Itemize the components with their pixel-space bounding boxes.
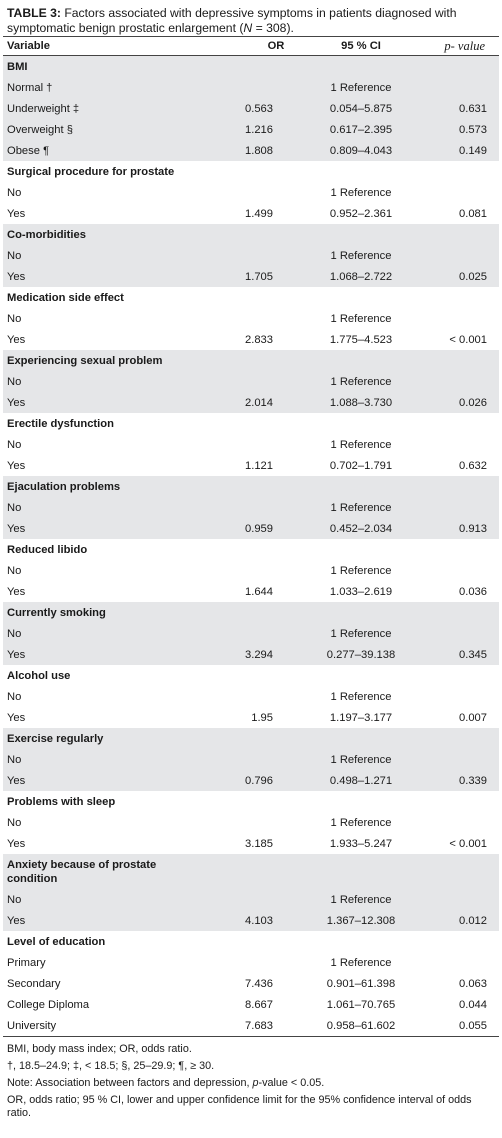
cell-or: 1.705 <box>193 266 303 287</box>
table-row <box>3 952 499 973</box>
cell-or: 1.808 <box>193 140 303 161</box>
cell-pvalue <box>419 812 499 833</box>
cell-variable: Underweight ‡ <box>3 98 193 119</box>
table-row <box>3 707 499 728</box>
cell-pvalue <box>419 749 499 770</box>
cell-variable: No <box>7 438 22 451</box>
cell-ci: 1 Reference <box>303 749 419 770</box>
table-row <box>3 623 499 644</box>
cell-variable: College Diploma <box>7 998 90 1011</box>
caption-n-val: = 308). <box>252 20 294 35</box>
cell-pvalue <box>419 497 499 518</box>
group-title: Erectile dysfunction <box>7 417 114 430</box>
cell-or: 3.185 <box>245 837 273 850</box>
cell-variable: Yes <box>7 837 26 850</box>
group-title: Experiencing sexual problem <box>3 350 499 371</box>
cell-or <box>193 371 303 392</box>
cell-pvalue: 0.632 <box>459 459 487 472</box>
group-header-row <box>3 931 499 952</box>
group-header-row <box>3 791 499 812</box>
table-row <box>3 770 499 791</box>
note-significance-pre: Note: Association between factors and depression, <box>7 1077 253 1089</box>
cell-ci: 1 Reference <box>330 564 392 577</box>
cell-pvalue: 0.025 <box>419 266 499 287</box>
table-row <box>3 973 499 994</box>
cell-pvalue <box>419 308 499 329</box>
caption-label: TABLE 3: <box>7 6 61 20</box>
table-row <box>3 833 499 854</box>
table-row <box>3 686 499 707</box>
cell-ci: 0.054–5.875 <box>303 98 419 119</box>
table-row <box>3 203 499 224</box>
note-bmi-symbols: †, 18.5–24.9; ‡, < 18.5; §, 25–29.9; ¶, ≥ 30. <box>7 1060 215 1072</box>
cell-or <box>193 686 303 707</box>
cell-pvalue: 0.345 <box>419 644 499 665</box>
table-row <box>3 308 499 329</box>
cell-pvalue: 0.044 <box>459 998 487 1011</box>
cell-or: 1.644 <box>245 585 273 598</box>
cell-variable: No <box>7 816 22 829</box>
note-significance-post: -value < 0.05. <box>258 1077 325 1089</box>
table-row <box>3 910 499 931</box>
cell-ci: 1 Reference <box>330 186 392 199</box>
cell-or <box>193 434 303 455</box>
cell-or: 1.499 <box>245 207 273 220</box>
cell-ci: 1 Reference <box>303 497 419 518</box>
cell-ci: 0.809–4.043 <box>303 140 419 161</box>
cell-pvalue: 0.081 <box>459 207 487 220</box>
cell-variable: Yes <box>3 392 193 413</box>
cell-pvalue: 0.007 <box>459 711 487 724</box>
group-title: Problems with sleep <box>7 795 116 808</box>
cell-or <box>193 749 303 770</box>
cell-variable: Overweight § <box>3 119 193 140</box>
table-row <box>3 245 499 266</box>
group-header-row <box>3 602 499 623</box>
cell-ci: 0.958–61.602 <box>303 1015 419 1037</box>
cell-ci: 1.933–5.247 <box>329 837 393 850</box>
header-row <box>3 37 499 56</box>
cell-variable: No <box>3 497 193 518</box>
cell-variable: No <box>3 623 193 644</box>
cell-or <box>193 889 303 910</box>
group-title: Medication side effect <box>7 291 124 304</box>
cell-ci: 1 Reference <box>330 438 392 451</box>
table-row <box>3 182 499 203</box>
cell-pvalue <box>419 434 499 455</box>
table-row <box>3 392 499 413</box>
caption-text: Factors associated with depressive symptoms in patients diagnosed with symptomatic benign prostatic enlargement ( <box>7 6 457 35</box>
cell-or <box>193 497 303 518</box>
cell-variable: No <box>3 371 193 392</box>
cell-variable: No <box>7 564 22 577</box>
cell-pvalue: 0.012 <box>419 910 499 931</box>
cell-ci: 1 Reference <box>330 312 392 325</box>
cell-pvalue <box>419 623 499 644</box>
table-row <box>3 1015 499 1037</box>
note-ci: OR, odds ratio; 95 % CI, lower and upper confidence limit for the 95% confidence interval of odds ratio. <box>7 1094 472 1119</box>
group-title: Ejaculation problems <box>3 476 499 497</box>
table-row <box>3 77 499 98</box>
cell-variable: Yes <box>3 770 193 791</box>
group-header-row <box>3 476 499 497</box>
cell-variable: Secondary <box>7 977 61 990</box>
cell-or: 0.563 <box>193 98 303 119</box>
note-significance <box>7 1077 495 1090</box>
cell-variable: Yes <box>3 518 193 539</box>
table-body <box>3 56 499 1037</box>
cell-pvalue: 0.055 <box>419 1015 499 1037</box>
table-row <box>3 98 499 119</box>
cell-pvalue: 0.631 <box>419 98 499 119</box>
cell-pvalue <box>419 371 499 392</box>
group-header-row <box>3 539 499 560</box>
cell-variable: Yes <box>7 333 26 346</box>
cell-pvalue: 0.149 <box>419 140 499 161</box>
cell-variable: Yes <box>3 644 193 665</box>
cell-ci: 1.068–2.722 <box>303 266 419 287</box>
cell-variable: No <box>3 889 193 910</box>
cell-variable: University <box>3 1015 193 1037</box>
table-row <box>3 266 499 287</box>
table-row <box>3 994 499 1015</box>
cell-variable: No <box>7 690 22 703</box>
cell-pvalue <box>419 560 499 581</box>
cell-pvalue: 0.339 <box>419 770 499 791</box>
cell-pvalue <box>419 686 499 707</box>
group-title: Surgical procedure for prostate <box>7 165 175 178</box>
cell-ci: 1 Reference <box>330 690 392 703</box>
cell-or: 0.959 <box>193 518 303 539</box>
cell-ci: 1 Reference <box>330 816 392 829</box>
table-row <box>3 644 499 665</box>
cell-pvalue: 0.026 <box>419 392 499 413</box>
group-title: BMI <box>3 56 499 78</box>
group-header-row <box>3 287 499 308</box>
table-caption <box>3 0 499 36</box>
note-significance-p: p <box>252 1077 259 1089</box>
cell-variable: Obese ¶ <box>3 140 193 161</box>
results-table <box>3 37 499 1037</box>
cell-ci: 0.702–1.791 <box>329 459 393 472</box>
table-row <box>3 518 499 539</box>
table-row <box>3 560 499 581</box>
col-header-or: OR <box>193 37 303 56</box>
cell-ci: 0.901–61.398 <box>326 977 396 990</box>
group-title: Co-morbidities <box>3 224 499 245</box>
cell-ci: 0.498–1.271 <box>303 770 419 791</box>
group-header-row <box>3 224 499 245</box>
table-row <box>3 140 499 161</box>
group-header-row <box>3 161 499 182</box>
table-figure <box>3 0 499 1120</box>
cell-or <box>193 77 303 98</box>
cell-or: 8.667 <box>245 998 273 1011</box>
cell-or: 3.294 <box>193 644 303 665</box>
table-row <box>3 497 499 518</box>
cell-ci: 0.277–39.138 <box>303 644 419 665</box>
cell-pvalue <box>419 182 499 203</box>
table-row <box>3 749 499 770</box>
cell-variable: Yes <box>7 585 26 598</box>
cell-pvalue <box>419 889 499 910</box>
table-row <box>3 119 499 140</box>
col-header-pvalue: p- value <box>419 37 499 56</box>
table-notes <box>3 1037 499 1120</box>
cell-or: 2.014 <box>193 392 303 413</box>
group-header-row <box>3 56 499 78</box>
note-abbreviations: BMI, body mass index; OR, odds ratio. <box>7 1043 192 1055</box>
cell-variable: Yes <box>3 266 193 287</box>
cell-or: 7.436 <box>245 977 273 990</box>
cell-variable: Primary <box>7 956 46 969</box>
cell-ci: 0.452–2.034 <box>303 518 419 539</box>
cell-ci: 1 Reference <box>303 245 419 266</box>
cell-ci: 1.033–2.619 <box>329 585 393 598</box>
cell-or <box>193 182 303 203</box>
cell-variable: No <box>3 749 193 770</box>
cell-ci: 1 Reference <box>303 371 419 392</box>
group-title: Exercise regularly <box>3 728 499 749</box>
group-header-row <box>3 413 499 434</box>
cell-variable: No <box>3 245 193 266</box>
cell-or: 1.216 <box>193 119 303 140</box>
cell-ci: 1.367–12.308 <box>303 910 419 931</box>
cell-variable: No <box>7 186 22 199</box>
table-row <box>3 812 499 833</box>
cell-pvalue <box>419 77 499 98</box>
cell-ci: 1.061–70.765 <box>326 998 396 1011</box>
group-title: Currently smoking <box>3 602 499 623</box>
group-header-row <box>3 665 499 686</box>
cell-variable: Yes <box>7 711 26 724</box>
cell-or: 1.121 <box>245 459 273 472</box>
cell-or <box>193 623 303 644</box>
cell-pvalue: 0.036 <box>459 585 487 598</box>
cell-or <box>193 560 303 581</box>
cell-ci: 1 Reference <box>303 889 419 910</box>
cell-ci: 1 Reference <box>330 956 392 969</box>
cell-or <box>193 952 303 973</box>
table-row <box>3 455 499 476</box>
group-title: Anxiety because of prostate condition <box>3 854 499 889</box>
cell-variable: Yes <box>7 207 26 220</box>
cell-pvalue <box>419 952 499 973</box>
cell-or <box>193 245 303 266</box>
cell-or: 1.95 <box>251 711 273 724</box>
col-header-ci: 95 % CI <box>303 37 419 56</box>
group-title: Level of education <box>7 935 106 948</box>
cell-variable: Normal † <box>3 77 193 98</box>
table-row <box>3 581 499 602</box>
caption-n-var: N <box>243 20 253 35</box>
cell-or: 7.683 <box>193 1015 303 1037</box>
cell-ci: 1.197–3.177 <box>329 711 393 724</box>
cell-or <box>193 308 303 329</box>
cell-pvalue: 0.573 <box>419 119 499 140</box>
cell-ci: 1 Reference <box>303 77 419 98</box>
table-row <box>3 434 499 455</box>
table-row <box>3 889 499 910</box>
cell-pvalue: < 0.001 <box>449 837 487 850</box>
cell-variable: No <box>7 312 22 325</box>
col-header-variable: Variable <box>3 37 193 56</box>
group-title: Alcohol use <box>7 669 71 682</box>
cell-pvalue <box>419 245 499 266</box>
cell-ci: 0.617–2.395 <box>303 119 419 140</box>
cell-or: 2.833 <box>245 333 273 346</box>
group-header-row <box>3 728 499 749</box>
cell-ci: 1.088–3.730 <box>303 392 419 413</box>
cell-ci: 1 Reference <box>303 623 419 644</box>
table-row <box>3 371 499 392</box>
cell-variable: Yes <box>3 910 193 931</box>
group-header-row <box>3 350 499 371</box>
cell-ci: 0.952–2.361 <box>329 207 393 220</box>
cell-variable: Yes <box>7 459 26 472</box>
cell-pvalue: < 0.001 <box>449 333 487 346</box>
cell-ci: 1.775–4.523 <box>329 333 393 346</box>
group-title: Reduced libido <box>7 543 88 556</box>
cell-or: 4.103 <box>193 910 303 931</box>
cell-or <box>193 812 303 833</box>
table-row <box>3 329 499 350</box>
group-header-row <box>3 854 499 889</box>
cell-pvalue: 0.063 <box>459 977 487 990</box>
cell-or: 0.796 <box>193 770 303 791</box>
cell-pvalue: 0.913 <box>419 518 499 539</box>
